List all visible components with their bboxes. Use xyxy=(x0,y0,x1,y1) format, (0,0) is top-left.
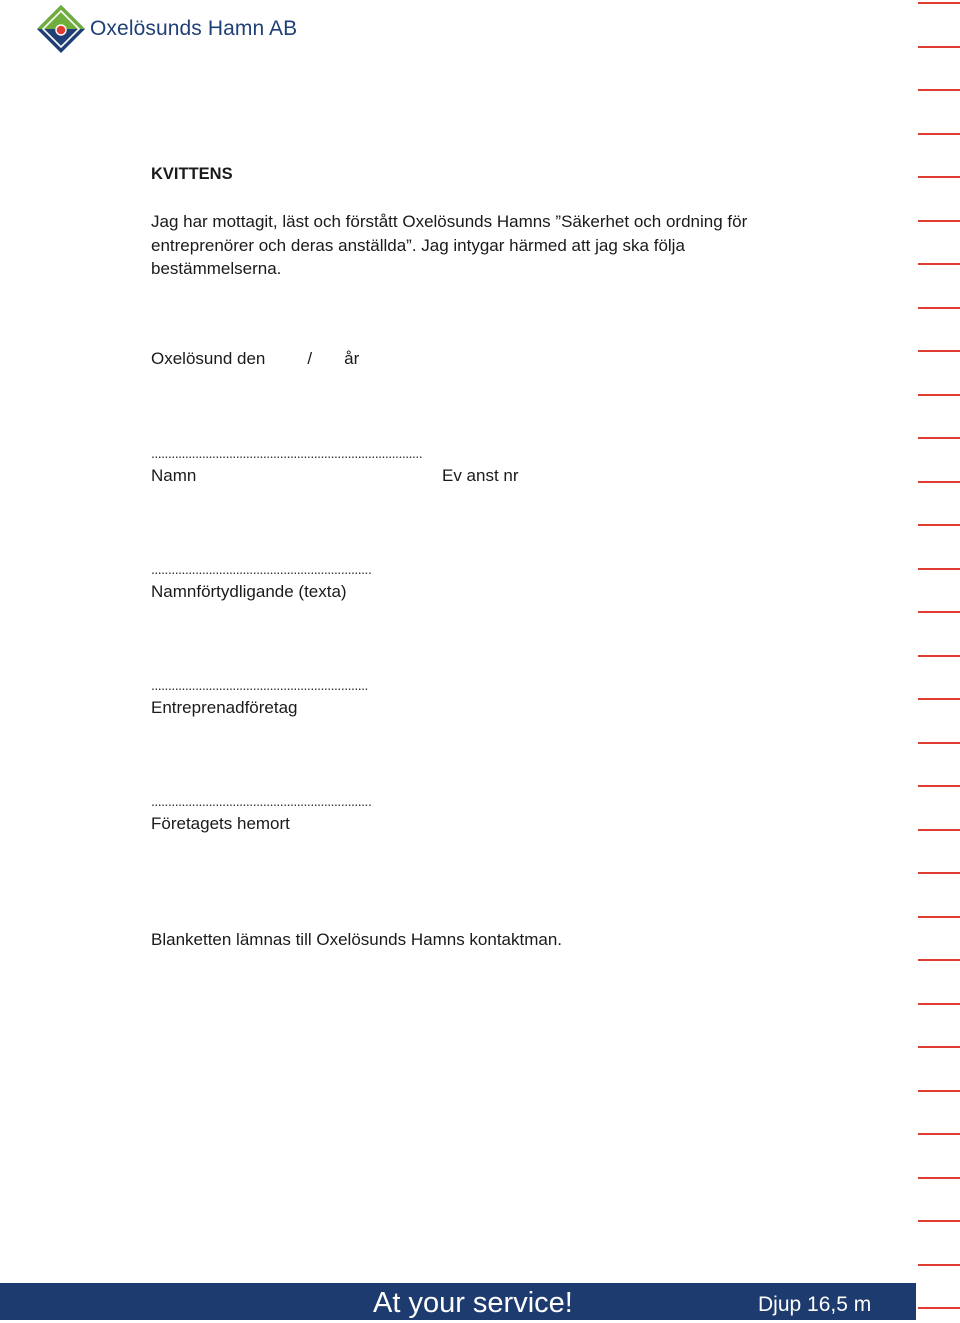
employee-number-label: Ev anst nr xyxy=(442,466,519,485)
company-hometown-line[interactable]: ................................................................. xyxy=(151,793,372,809)
ruler-tick xyxy=(918,307,960,309)
ruler-tick xyxy=(918,437,960,439)
name-clarification-line[interactable]: ................................................................. xyxy=(151,561,372,577)
company-name: Oxelösunds Hamn AB xyxy=(90,17,298,40)
name-clarification-label: Namnförtydligande (texta) xyxy=(151,582,347,601)
name-label: Namn xyxy=(151,466,197,485)
form-instruction: Blanketten lämnas till Oxelösunds Hamns kontaktman. xyxy=(151,930,563,949)
date-separator: / xyxy=(307,349,313,368)
name-signature-line[interactable]: ................................................................................ xyxy=(151,445,423,461)
ruler-tick xyxy=(918,1177,960,1179)
ruler-tick xyxy=(918,394,960,396)
ruler-tick xyxy=(918,220,960,222)
form-intro-text: Jag har mottagit, läst och förstått Oxelösunds Hamns ”Säkerhet och ordning för entreprenörer och deras anställda”. Jag intygar härmed att jag ska följa bestämmelserna. xyxy=(151,212,748,278)
ruler-tick xyxy=(918,872,960,874)
date-place: Oxelösund den xyxy=(151,349,266,368)
contractor-company-label: Entreprenadföretag xyxy=(151,698,298,717)
ruler-tick xyxy=(918,959,960,961)
ruler-tick xyxy=(918,263,960,265)
ruler-tick xyxy=(918,176,960,178)
ruler-tick xyxy=(918,1264,960,1266)
ruler-tick xyxy=(918,698,960,700)
contractor-company-line[interactable]: ................................................................ xyxy=(151,677,368,693)
ruler-tick xyxy=(918,350,960,352)
ruler-tick xyxy=(918,916,960,918)
ruler-tick xyxy=(918,785,960,787)
footer-slogan: At your service! xyxy=(373,1287,573,1319)
ruler-tick xyxy=(918,481,960,483)
ruler-tick xyxy=(918,1003,960,1005)
form-heading: KVITTENS xyxy=(151,165,233,183)
ruler-tick xyxy=(918,1220,960,1222)
ruler-tick xyxy=(918,46,960,48)
ruler-tick xyxy=(918,655,960,657)
ruler-tick xyxy=(918,611,960,613)
ruler-tick xyxy=(918,568,960,570)
ruler-tick xyxy=(918,1046,960,1048)
company-logo xyxy=(36,4,297,54)
ruler-tick xyxy=(918,829,960,831)
ruler-tick xyxy=(918,742,960,744)
ruler-tick xyxy=(918,133,960,135)
footer-depth: Djup 16,5 m xyxy=(758,1293,872,1316)
ruler-tick xyxy=(918,524,960,526)
ruler-tick xyxy=(918,1133,960,1135)
date-line xyxy=(151,349,359,369)
ruler-tick xyxy=(918,2,960,4)
company-hometown-label: Företagets hemort xyxy=(151,814,290,833)
ruler-tick xyxy=(918,1307,960,1309)
ruler-tick xyxy=(918,89,960,91)
ruler-tick xyxy=(918,1090,960,1092)
side-ruler xyxy=(918,0,960,1320)
diamond-logo-icon xyxy=(36,4,86,54)
date-year: år xyxy=(344,349,360,368)
